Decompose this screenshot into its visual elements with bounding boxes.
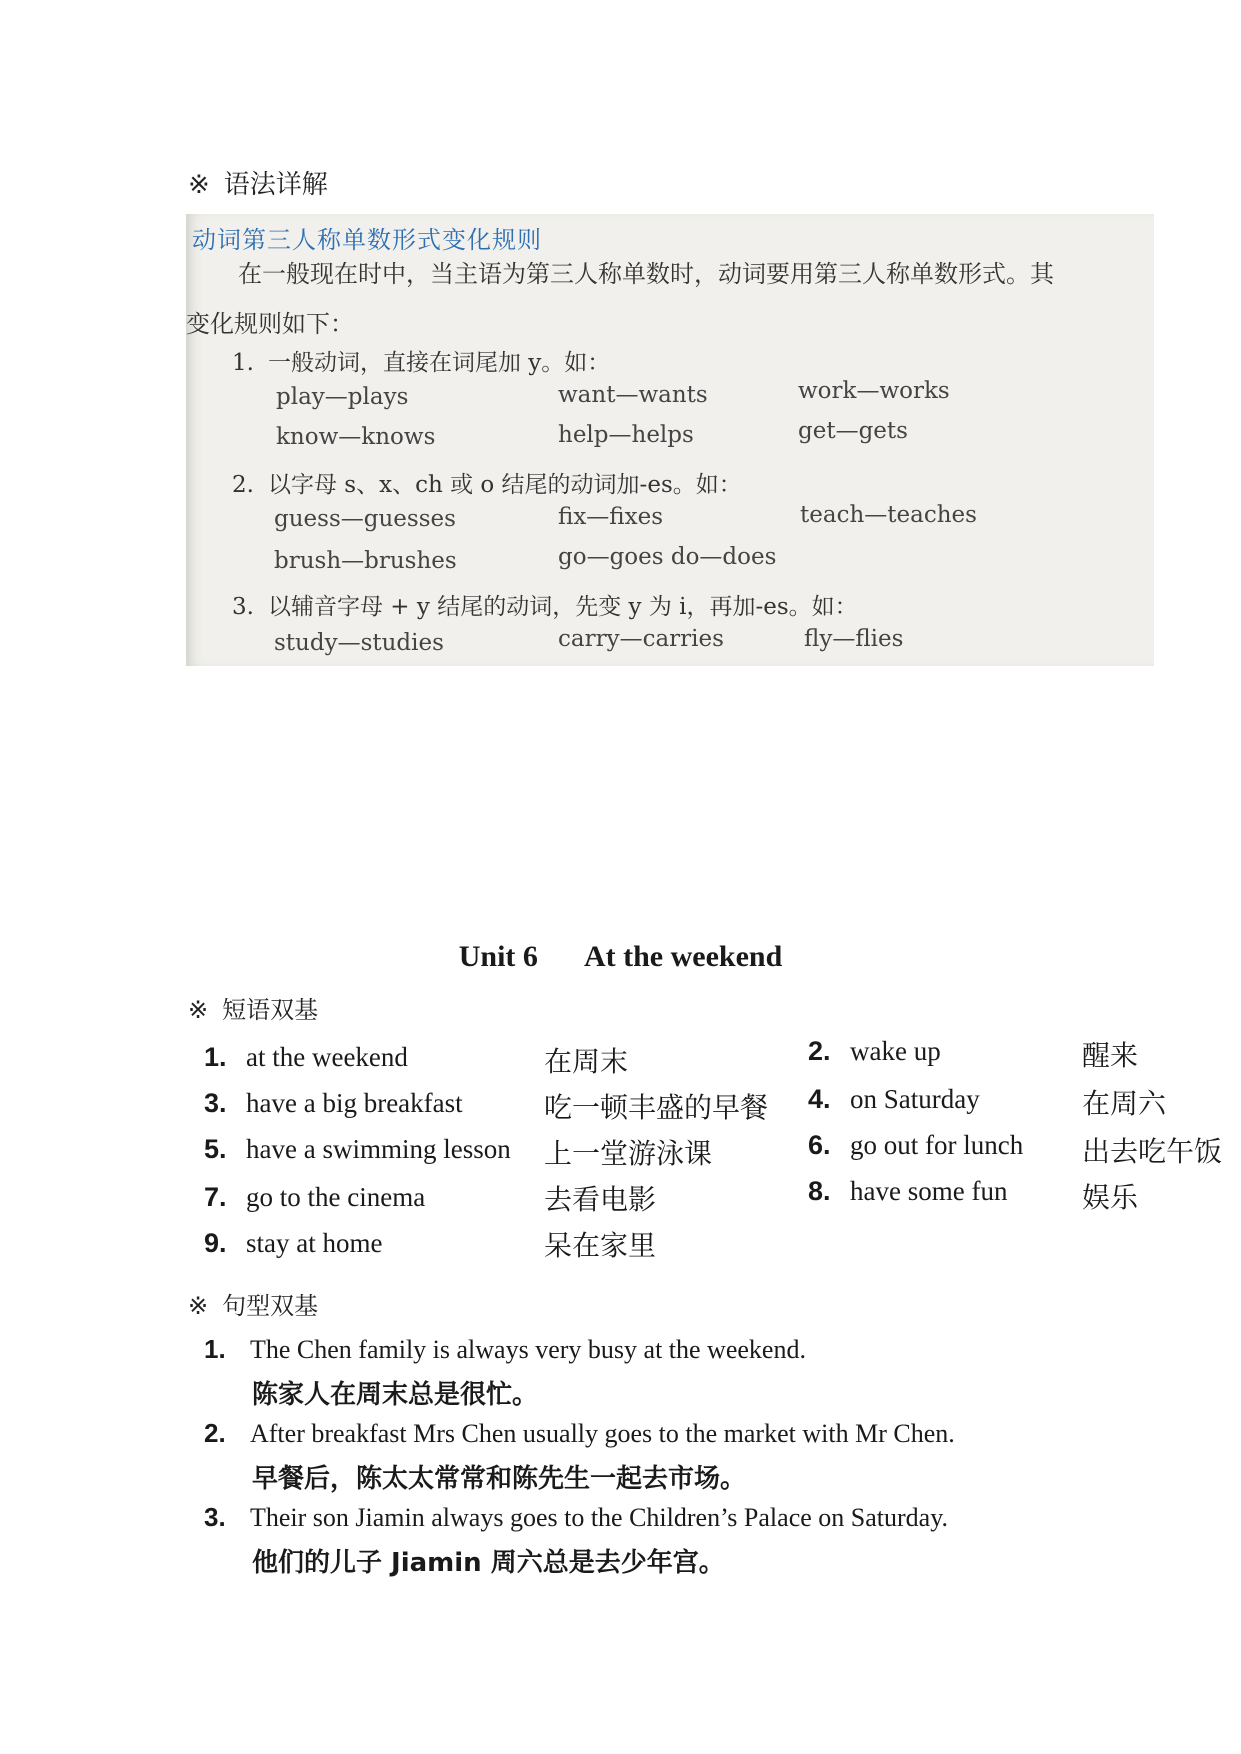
phrase-english: have some fun [850, 1176, 1008, 1206]
phrase-english: have a big breakfast [246, 1088, 463, 1118]
sentence-chinese: 陈家人在周末总是很忙。 [252, 1380, 539, 1410]
phrase-english: go out for lunch [850, 1130, 1024, 1160]
phrase-chinese: 吃一顿丰盛的早餐 [544, 1091, 769, 1124]
rule-example: teach—teaches [800, 502, 977, 528]
phrases-heading-text: 短语双基 [222, 996, 319, 1024]
rule-text: 以字母 s、x、ch 或 o 结尾的动词加-es。如： [268, 472, 742, 498]
phrase-number: 4. [808, 1084, 831, 1114]
phrase-number: 2. [808, 1036, 831, 1066]
sentence-english: Their son Jiamin always goes to the Children’s Palace on Saturday. [250, 1503, 949, 1532]
rule-example: want—wants [558, 382, 708, 408]
phrase-chinese: 醒来 [1082, 1039, 1139, 1072]
grammar-box-title: 动词第三人称单数形式变化规则 [192, 226, 542, 254]
phrase-item [204, 1182, 425, 1213]
phrase-item [204, 1134, 511, 1165]
phrase-number: 7. [204, 1182, 227, 1212]
grammar-intro-line1: 在一般现在时中，当主语为第三人称单数时，动词要用第三人称单数形式。其 [238, 260, 1054, 288]
phrase-chinese: 出去吃午饭 [1082, 1135, 1223, 1168]
phrase-english: go to the cinema [246, 1182, 426, 1212]
sentence-item [204, 1334, 806, 1365]
rule-example: play—plays [276, 384, 409, 410]
phrase-number: 6. [808, 1130, 831, 1160]
phrase-item [204, 1042, 408, 1073]
rule-example: fix—fixes [558, 504, 664, 530]
phrase-item [204, 1228, 382, 1259]
phrase-english: wake up [850, 1036, 941, 1066]
rule-text: 以辅音字母 + y 结尾的动词，先变 y 为 i，再加-es。如： [268, 594, 858, 620]
phrase-number: 1. [204, 1042, 227, 1072]
sentence-number: 1. [204, 1334, 226, 1364]
rule-number: 2. [232, 472, 254, 498]
rule-example: go—goes do—does [558, 544, 777, 570]
rule-example: get—gets [798, 418, 908, 444]
phrase-chinese: 上一堂游泳课 [544, 1137, 713, 1170]
phrase-item [808, 1036, 941, 1067]
phrase-item [808, 1084, 980, 1115]
reference-mark-icon: ※ [188, 1292, 209, 1320]
phrase-chinese: 去看电影 [544, 1183, 657, 1216]
rule-example: help—helps [558, 422, 694, 448]
unit-label: Unit 6 [458, 940, 538, 973]
grammar-rule-1 [232, 344, 610, 377]
phrase-chinese: 呆在家里 [544, 1229, 657, 1262]
reference-mark-icon: ※ [188, 996, 209, 1024]
phrases-heading [188, 990, 318, 1025]
phrase-english: on Saturday [850, 1084, 980, 1114]
sentence-english: After breakfast Mrs Chen usually goes to the market with Mr Chen. [250, 1419, 955, 1448]
grammar-intro-line2: 变化规则如下： [186, 310, 354, 338]
phrase-english: have a swimming lesson [246, 1134, 511, 1164]
sentences-heading [188, 1286, 318, 1321]
rule-text: 一般动词，直接在词尾加 y。如： [268, 350, 611, 376]
phrase-chinese: 在周六 [1082, 1087, 1167, 1120]
phrase-chinese: 娱乐 [1082, 1181, 1139, 1214]
phrase-number: 9. [204, 1228, 227, 1258]
sentence-item [204, 1418, 955, 1449]
sentence-chinese: 早餐后，陈太太常常和陈先生一起去市场。 [252, 1464, 747, 1494]
rule-example: study—studies [274, 630, 444, 656]
phrase-number: 8. [808, 1176, 831, 1206]
phrase-item [204, 1088, 463, 1119]
rule-example: fly—flies [804, 626, 904, 652]
grammar-heading [188, 164, 328, 201]
phrase-english: at the weekend [246, 1042, 408, 1072]
phrase-item [808, 1176, 1007, 1207]
sentence-number: 2. [204, 1418, 226, 1448]
sentence-number: 3. [204, 1502, 226, 1532]
rule-number: 1. [232, 350, 254, 376]
phrase-number: 5. [204, 1134, 227, 1164]
sentence-english: The Chen family is always very busy at the weekend. [250, 1335, 806, 1364]
phrase-item [808, 1130, 1023, 1161]
grammar-rule-2 [232, 466, 742, 499]
phrase-english: stay at home [246, 1228, 383, 1258]
grammar-rule-3 [232, 588, 858, 621]
phrase-number: 3. [204, 1088, 227, 1118]
unit-title [0, 940, 1241, 974]
rule-number: 3. [232, 594, 254, 620]
rule-example: guess—guesses [274, 506, 456, 532]
reference-mark-icon: ※ [188, 170, 210, 200]
sentence-item [204, 1502, 948, 1533]
sentences-heading-text: 句型双基 [222, 1292, 319, 1320]
unit-name: At the weekend [583, 940, 783, 973]
phrase-chinese: 在周末 [544, 1045, 629, 1078]
grammar-heading-text: 语法详解 [223, 170, 328, 200]
rule-example: carry—carries [558, 626, 724, 652]
sentence-chinese: 他们的儿子 Jiamin 周六总是去少年宫。 [252, 1548, 725, 1578]
grammar-scan-box [186, 214, 1154, 666]
rule-example: brush—brushes [274, 548, 457, 574]
rule-example: know—knows [276, 424, 436, 450]
rule-example: work—works [798, 378, 950, 404]
